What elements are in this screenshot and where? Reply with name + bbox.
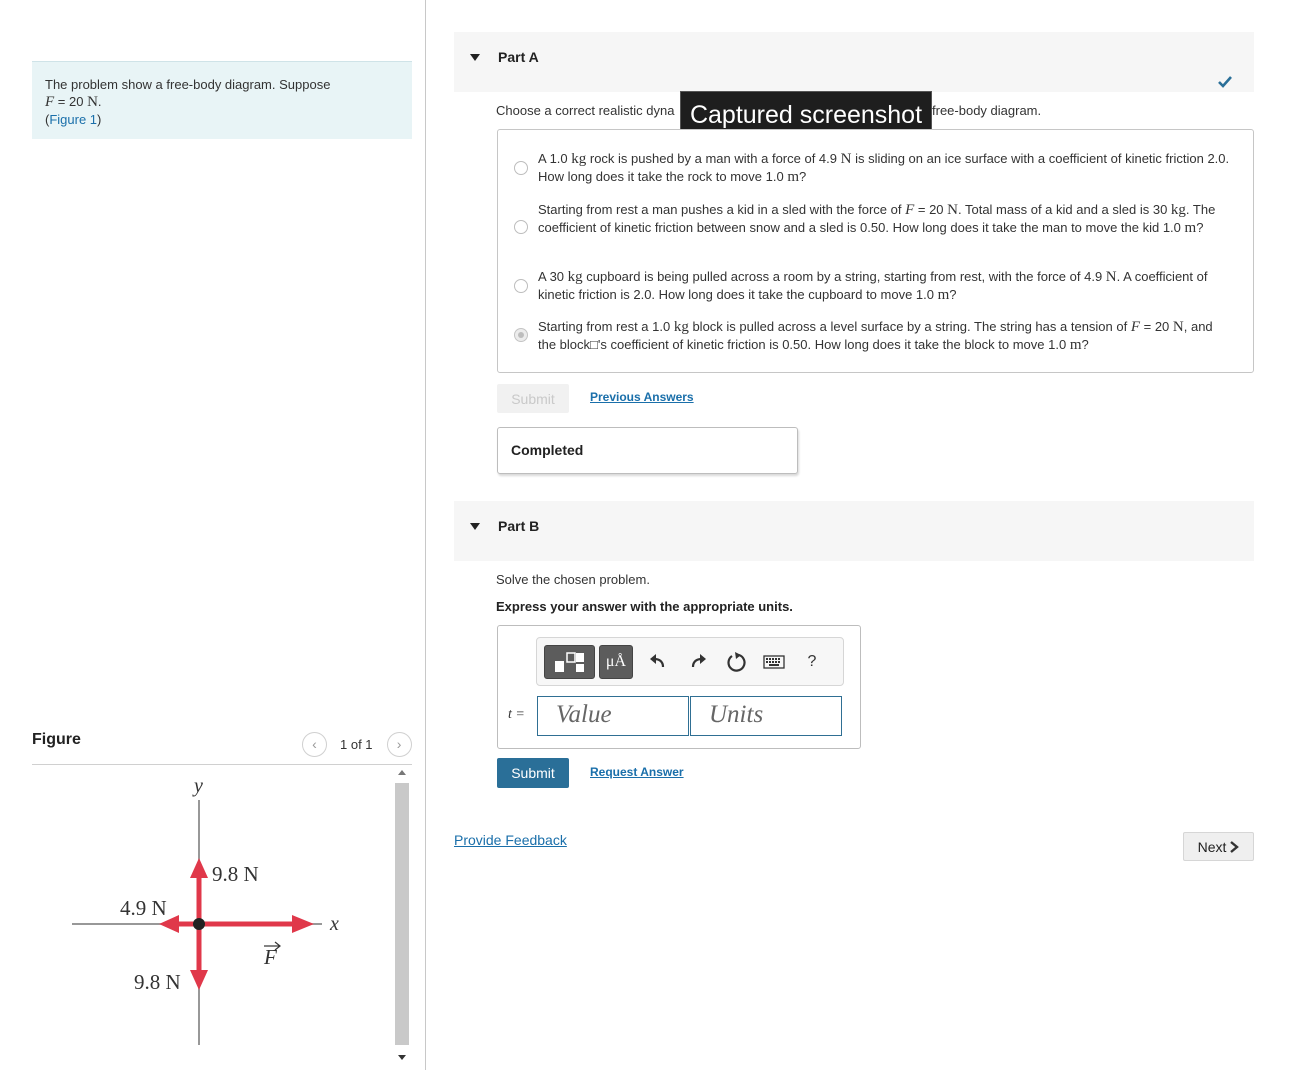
redo-button[interactable] <box>685 645 711 679</box>
part-b-instruction: Express your answer with the appropriate units. <box>496 599 793 614</box>
figure-divider <box>32 764 412 765</box>
provide-feedback-link[interactable]: Provide Feedback <box>454 832 567 848</box>
part-b-submit-button[interactable]: Submit <box>497 758 569 788</box>
next-button[interactable] <box>1183 832 1254 861</box>
collapse-caret-icon[interactable] <box>470 54 480 61</box>
help-icon: ? <box>807 653 817 670</box>
choice-text-segment: ? <box>949 287 957 302</box>
part-a-header[interactable] <box>454 32 1254 92</box>
choice-text <box>538 150 1233 186</box>
math-unit: kg <box>1170 202 1186 218</box>
math-unit: m <box>787 169 799 185</box>
choice-text-segment: ? <box>1196 220 1204 235</box>
x-axis-label: x <box>330 913 339 935</box>
choices-list <box>497 129 1254 373</box>
request-answer-link[interactable]: Request Answer <box>590 765 684 779</box>
choice-text-segment: A 1.0 <box>538 151 572 166</box>
radio-button[interactable] <box>514 161 528 175</box>
intro-text: The problem show a free-body diagram. Suppose <box>45 77 331 92</box>
choice-text-segment: A 30 <box>538 269 568 284</box>
chevron-right-icon: › <box>396 736 402 752</box>
reset-icon <box>726 652 746 672</box>
templates-icon <box>553 650 587 674</box>
math-unit: N <box>947 202 958 218</box>
units-button[interactable] <box>599 645 633 679</box>
completed-status: Completed <box>497 427 798 474</box>
radio-button[interactable] <box>514 279 528 293</box>
choice-text-segment: ? <box>798 169 807 184</box>
part-a-prompt: Choose a correct realistic dyna <box>496 103 675 118</box>
choice-text-segment: = 20 <box>1140 319 1173 334</box>
undo-icon <box>649 654 667 670</box>
math-unit: kg <box>571 151 587 167</box>
figure-scrollbar[interactable] <box>394 768 410 1064</box>
choice-item[interactable] <box>498 150 1253 186</box>
choice-text-segment: cupboard is being pulled across a room by a string, starting from rest, with the force of 4.9 <box>582 269 1106 284</box>
math-unit: kg <box>673 319 689 335</box>
choice-text <box>538 268 1233 304</box>
choice-text-segment: = 20 <box>914 202 948 217</box>
up-force-label: 9.8 N <box>212 862 259 886</box>
applied-force-label: F <box>264 945 277 969</box>
choice-text-segment: Starting from rest a man pushes a kid in a sled with the force of <box>538 202 906 217</box>
math-toolbar <box>536 637 844 686</box>
problem-intro <box>32 61 412 139</box>
math-variable: F <box>1130 319 1141 335</box>
chevron-left-icon: ‹ <box>312 736 317 752</box>
math-unit: N <box>1172 319 1184 335</box>
choice-text <box>538 201 1233 237</box>
y-axis-label: y <box>194 775 203 797</box>
choice-text-segment: Starting from rest a 1.0 <box>538 319 674 334</box>
collapse-caret-icon[interactable] <box>470 523 480 530</box>
radio-button-selected[interactable] <box>514 328 528 342</box>
part-b-prompt: Solve the chosen problem. <box>496 572 650 587</box>
math-unit: m <box>1069 337 1082 353</box>
value-input[interactable]: Value <box>537 696 689 736</box>
answer-entry-box <box>497 625 861 749</box>
units-input[interactable]: Units <box>690 696 842 736</box>
units-icon: μÅ <box>605 653 627 670</box>
help-button[interactable] <box>801 645 823 679</box>
choice-item[interactable] <box>498 318 1253 354</box>
choice-text-segment: is sliding on an ice surface with a coefficient of kinetic friction 2.0. How long does it take the rock to move 1.0 <box>538 151 1230 184</box>
math-unit: N <box>840 151 852 167</box>
redo-icon <box>689 654 707 670</box>
previous-answers-link[interactable]: Previous Answers <box>590 390 694 404</box>
choice-item[interactable] <box>498 268 1253 304</box>
math-unit: m <box>1184 220 1197 236</box>
choice-item[interactable] <box>498 201 1253 253</box>
figure-count: 1 of 1 <box>340 736 373 752</box>
math-variable: F <box>905 202 915 218</box>
figure-title: Figure <box>32 731 81 748</box>
figure-pagination <box>302 731 412 757</box>
choice-text-segment: . The coefficient of kinetic friction between snow and a sled is 0.50. How long does it take the man to move the kid 1.0 <box>538 202 1216 235</box>
chevron-right-icon <box>1230 841 1239 853</box>
math-unit: kg <box>567 269 583 285</box>
choice-text <box>538 318 1233 354</box>
scroll-down-icon[interactable] <box>398 1055 406 1060</box>
choice-text-segment: block is pulled across a level surface by a string. The string has a tension of <box>688 319 1131 334</box>
part-b-header[interactable] <box>454 501 1254 561</box>
part-a-submit-button: Submit <box>497 384 569 413</box>
keyboard-button[interactable] <box>761 645 787 679</box>
keyboard-icon <box>763 655 785 669</box>
math-unit: N <box>1105 269 1117 285</box>
variable-label: t = <box>508 707 525 722</box>
choice-text-segment: ? <box>1081 337 1089 352</box>
prev-figure-button[interactable] <box>302 732 327 757</box>
math-unit: m <box>937 287 950 303</box>
part-a-title: Part A <box>498 49 539 65</box>
undo-button[interactable] <box>645 645 671 679</box>
next-figure-button[interactable] <box>387 732 412 757</box>
down-force-arrowhead <box>190 970 208 990</box>
up-force-arrowhead <box>190 858 208 878</box>
part-b-title: Part B <box>498 518 540 534</box>
templates-button[interactable] <box>544 645 595 679</box>
choice-text-segment: . A coefficient of kinetic friction is 2.0. How long does it take the cupboard to move 1.0 <box>538 269 1208 302</box>
down-force-label: 9.8 N <box>134 970 181 994</box>
screenshot-overlay: Captured screenshot <box>680 91 932 140</box>
next-label: Next <box>1197 838 1227 855</box>
choice-text-segment: , and the block□'s coefficient of kinetic friction is 0.50. How long does it take the block to move 1.0 <box>538 319 1213 352</box>
body-point <box>193 918 205 930</box>
figure-link[interactable]: Figure 1 <box>49 112 98 127</box>
scroll-up-icon[interactable] <box>398 770 406 775</box>
radio-button[interactable] <box>514 220 528 234</box>
left-force-label: 4.9 N <box>120 896 167 920</box>
reset-button[interactable] <box>723 645 749 679</box>
applied-force-arrowhead <box>292 915 314 933</box>
figure-link-line: (Figure 1) <box>45 112 102 127</box>
problem-pane <box>0 0 426 1070</box>
checkmark-icon <box>1218 76 1232 88</box>
choice-text-segment: rock is pushed by a man with a force of 4.9 <box>586 151 841 166</box>
part-a-prompt-end: free-body diagram. <box>932 103 1042 118</box>
free-body-diagram <box>32 770 372 1060</box>
scroll-thumb[interactable] <box>395 783 409 1045</box>
choice-text-segment: . Total mass of a kid and a sled is 30 <box>957 202 1171 217</box>
intro-force: F = 20 N. <box>45 94 102 110</box>
